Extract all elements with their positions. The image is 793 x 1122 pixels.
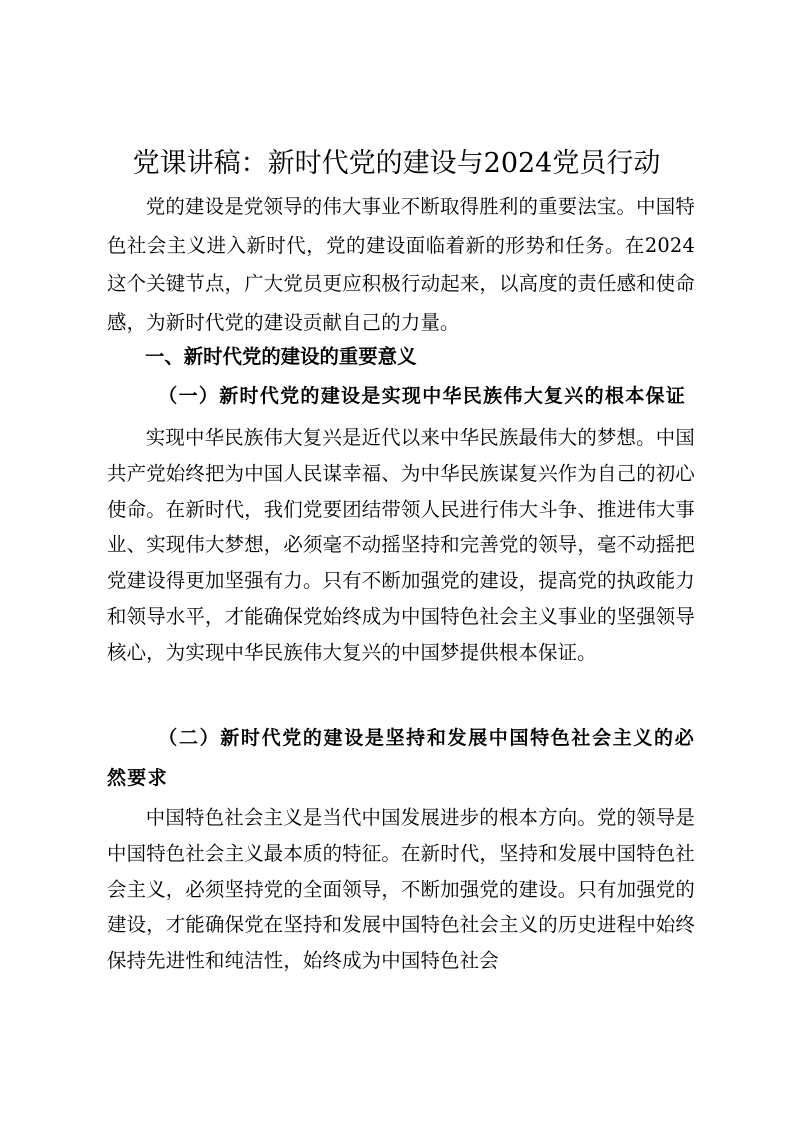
- intro-paragraph: 党的建设是党领导的伟大事业不断取得胜利的重要法宝。中国特色社会主义进入新时代，党的建设面临着新的形势和任务。在2024这个关键节点，广大党员更应积极行动起来，以高度的责任感和使命感，为新时代党的建设贡献自己的力量。: [107, 195, 695, 334]
- document-title: 党课讲稿：新时代党的建设与2024党员行动: [132, 148, 661, 179]
- subsection-2-paragraph: 中国特色社会主义是当代中国发展进步的根本方向。党的领导是中国特色社会主义最本质的特征。在新时代，坚持和发展中国特色社会主义，必须坚持党的全面领导，不断加强党的建设。只有加强党的建设，才能确保党在坚持和发展中国特色社会主义的历史进程中始终保持先进性和纯洁性，始终成为中国特色社会: [107, 806, 695, 973]
- subsection-1-paragraph: 实现中华民族伟大复兴是近代以来中华民族最伟大的梦想。中国共产党始终把为中国人民谋幸福、为中华民族谋复兴作为自己的初心使命。在新时代，我们党要团结带领人民进行伟大斗争、推进伟大事业、实现伟大梦想，必须毫不动摇坚持和完善党的领导，毫不动摇把党建设得更加坚强有力。只有不断加强党的建设，提高党的执政能力和领导水平，才能确保党始终成为中国特色社会主义事业的坚强领导核心，为实现中华民族伟大复兴的中国梦提供根本保证。: [107, 426, 695, 664]
- subsection-heading-1: （一）新时代党的建设是实现中华民族伟大复兴的根本保证: [158, 385, 687, 407]
- section-heading-1: 一、新时代党的建设的重要意义: [145, 345, 417, 368]
- subsection-heading-2: （二）新时代党的建设是坚持和发展中国特色社会主义的必然要求: [107, 727, 695, 789]
